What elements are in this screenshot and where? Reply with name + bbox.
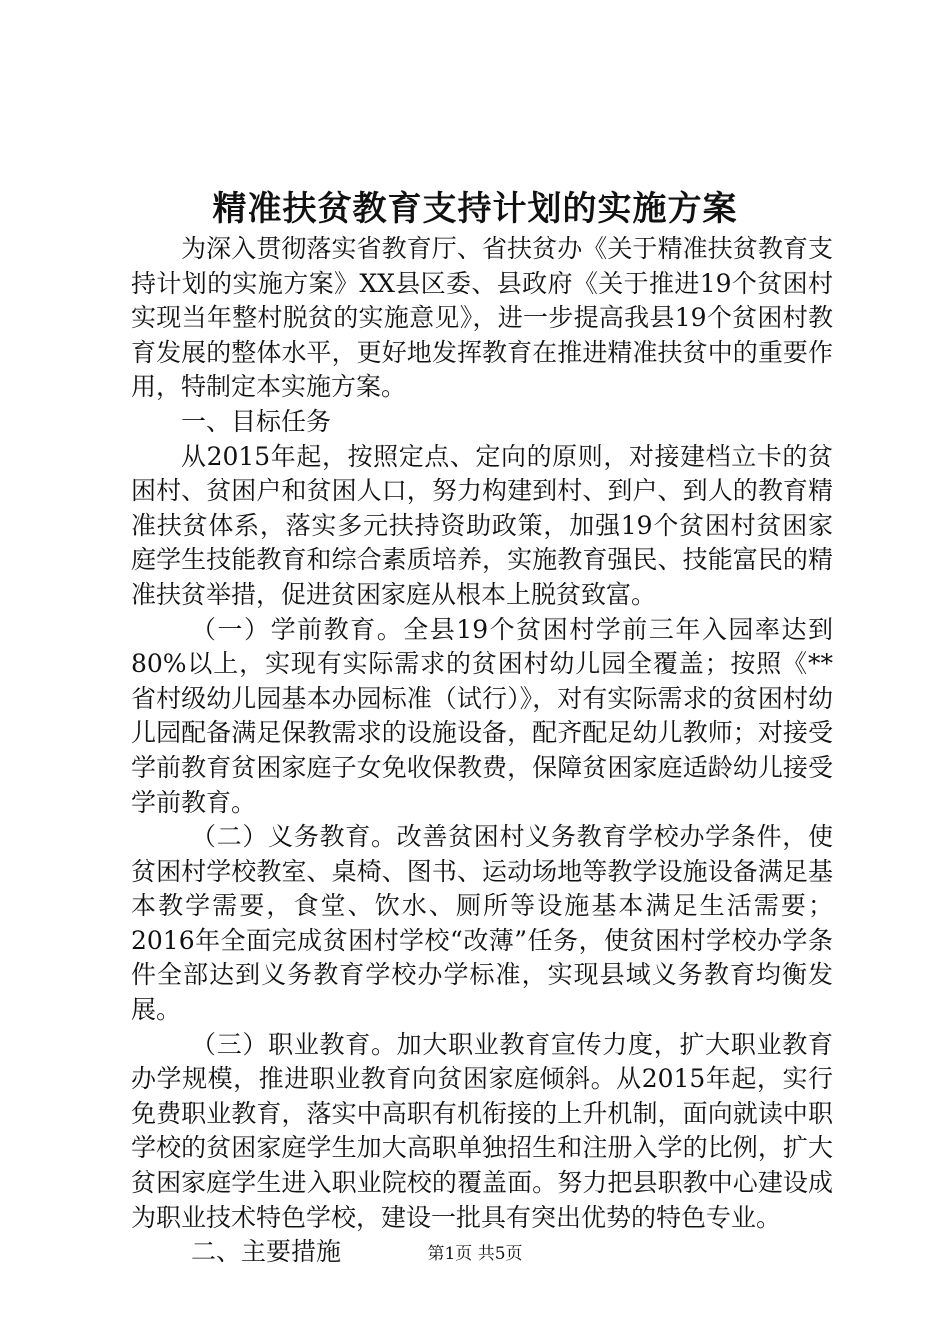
compulsory-education-paragraph: （二）义务教育。改善贫困村义务教育学校办学条件，使贫困村学校教室、桌椅、图书、运动场地等教学设施设备满足基本教学需要，食堂、饮水、厕所等设施基本满足生活需要；2016年全面完成贫困村学校“改薄”任务，使贫困村学校办学条件全部达到义务教育学校办学标准，实现县域义务教育均衡发展。 bbox=[131, 822, 833, 1025]
preschool-paragraph: （一）学前教育。全县19个贫困村学前三年入园率达到80%以上，实现有实际需求的贫困村幼儿园全覆盖；按照《**省村级幼儿园基本办园标准（试行）》，对有实际需求的贫困村幼儿园配备满足保教需求的设施设备，配齐配足幼儿教师；对接受学前教育贫困家庭子女免收保教费，保障贫困家庭适龄幼儿接受学前教育。 bbox=[131, 614, 833, 817]
document-title: 精准扶贫教育支持计划的实施方案 bbox=[212, 189, 738, 229]
intro-paragraph: 为深入贯彻落实省教育厅、省扶贫办《关于精准扶贫教育支持计划的实施方案》XX县区委、县政府《关于推进19个贫困村实现当年整村脱贫的实施意见》，进一步提高我县19个贫困村教育发展的整体水平，更好地发挥教育在推进精准扶贫中的重要作用，特制定本实施方案。 bbox=[131, 234, 833, 402]
section-heading-goals: 一、目标任务 bbox=[181, 406, 332, 436]
page-footer: 第1页 共5页 bbox=[427, 1244, 523, 1264]
goals-paragraph: 从2015年起，按照定点、定向的原则，对接建档立卡的贫困村、贫困户和贫困人口，努力构建到村、到户、到人的教育精准扶贫体系，落实多元扶持资助政策，加强19个贫困村贫困家庭学生技能教育和综合素质培养，实施教育强民、技能富民的精准扶贫举措，促进贫困家庭从根本上脱贫致富。 bbox=[131, 441, 833, 609]
document-body bbox=[131, 232, 833, 1270]
section-heading-measures: 二、主要措施 bbox=[191, 1237, 342, 1267]
vocational-education-paragraph: （三）职业教育。加大职业教育宣传力度，扩大职业教育办学规模，推进职业教育向贫困家庭倾斜。从2015年起，实行免费职业教育，落实中高职有机衔接的上升机制，面向就读中职学校的贫困家庭学生加大高职单独招生和注册入学的比例，扩大贫困家庭学生进入职业院校的覆盖面。努力把县职教中心建设成为职业技术特色学校，建设一批具有突出优势的特色专业。 bbox=[131, 1029, 833, 1232]
